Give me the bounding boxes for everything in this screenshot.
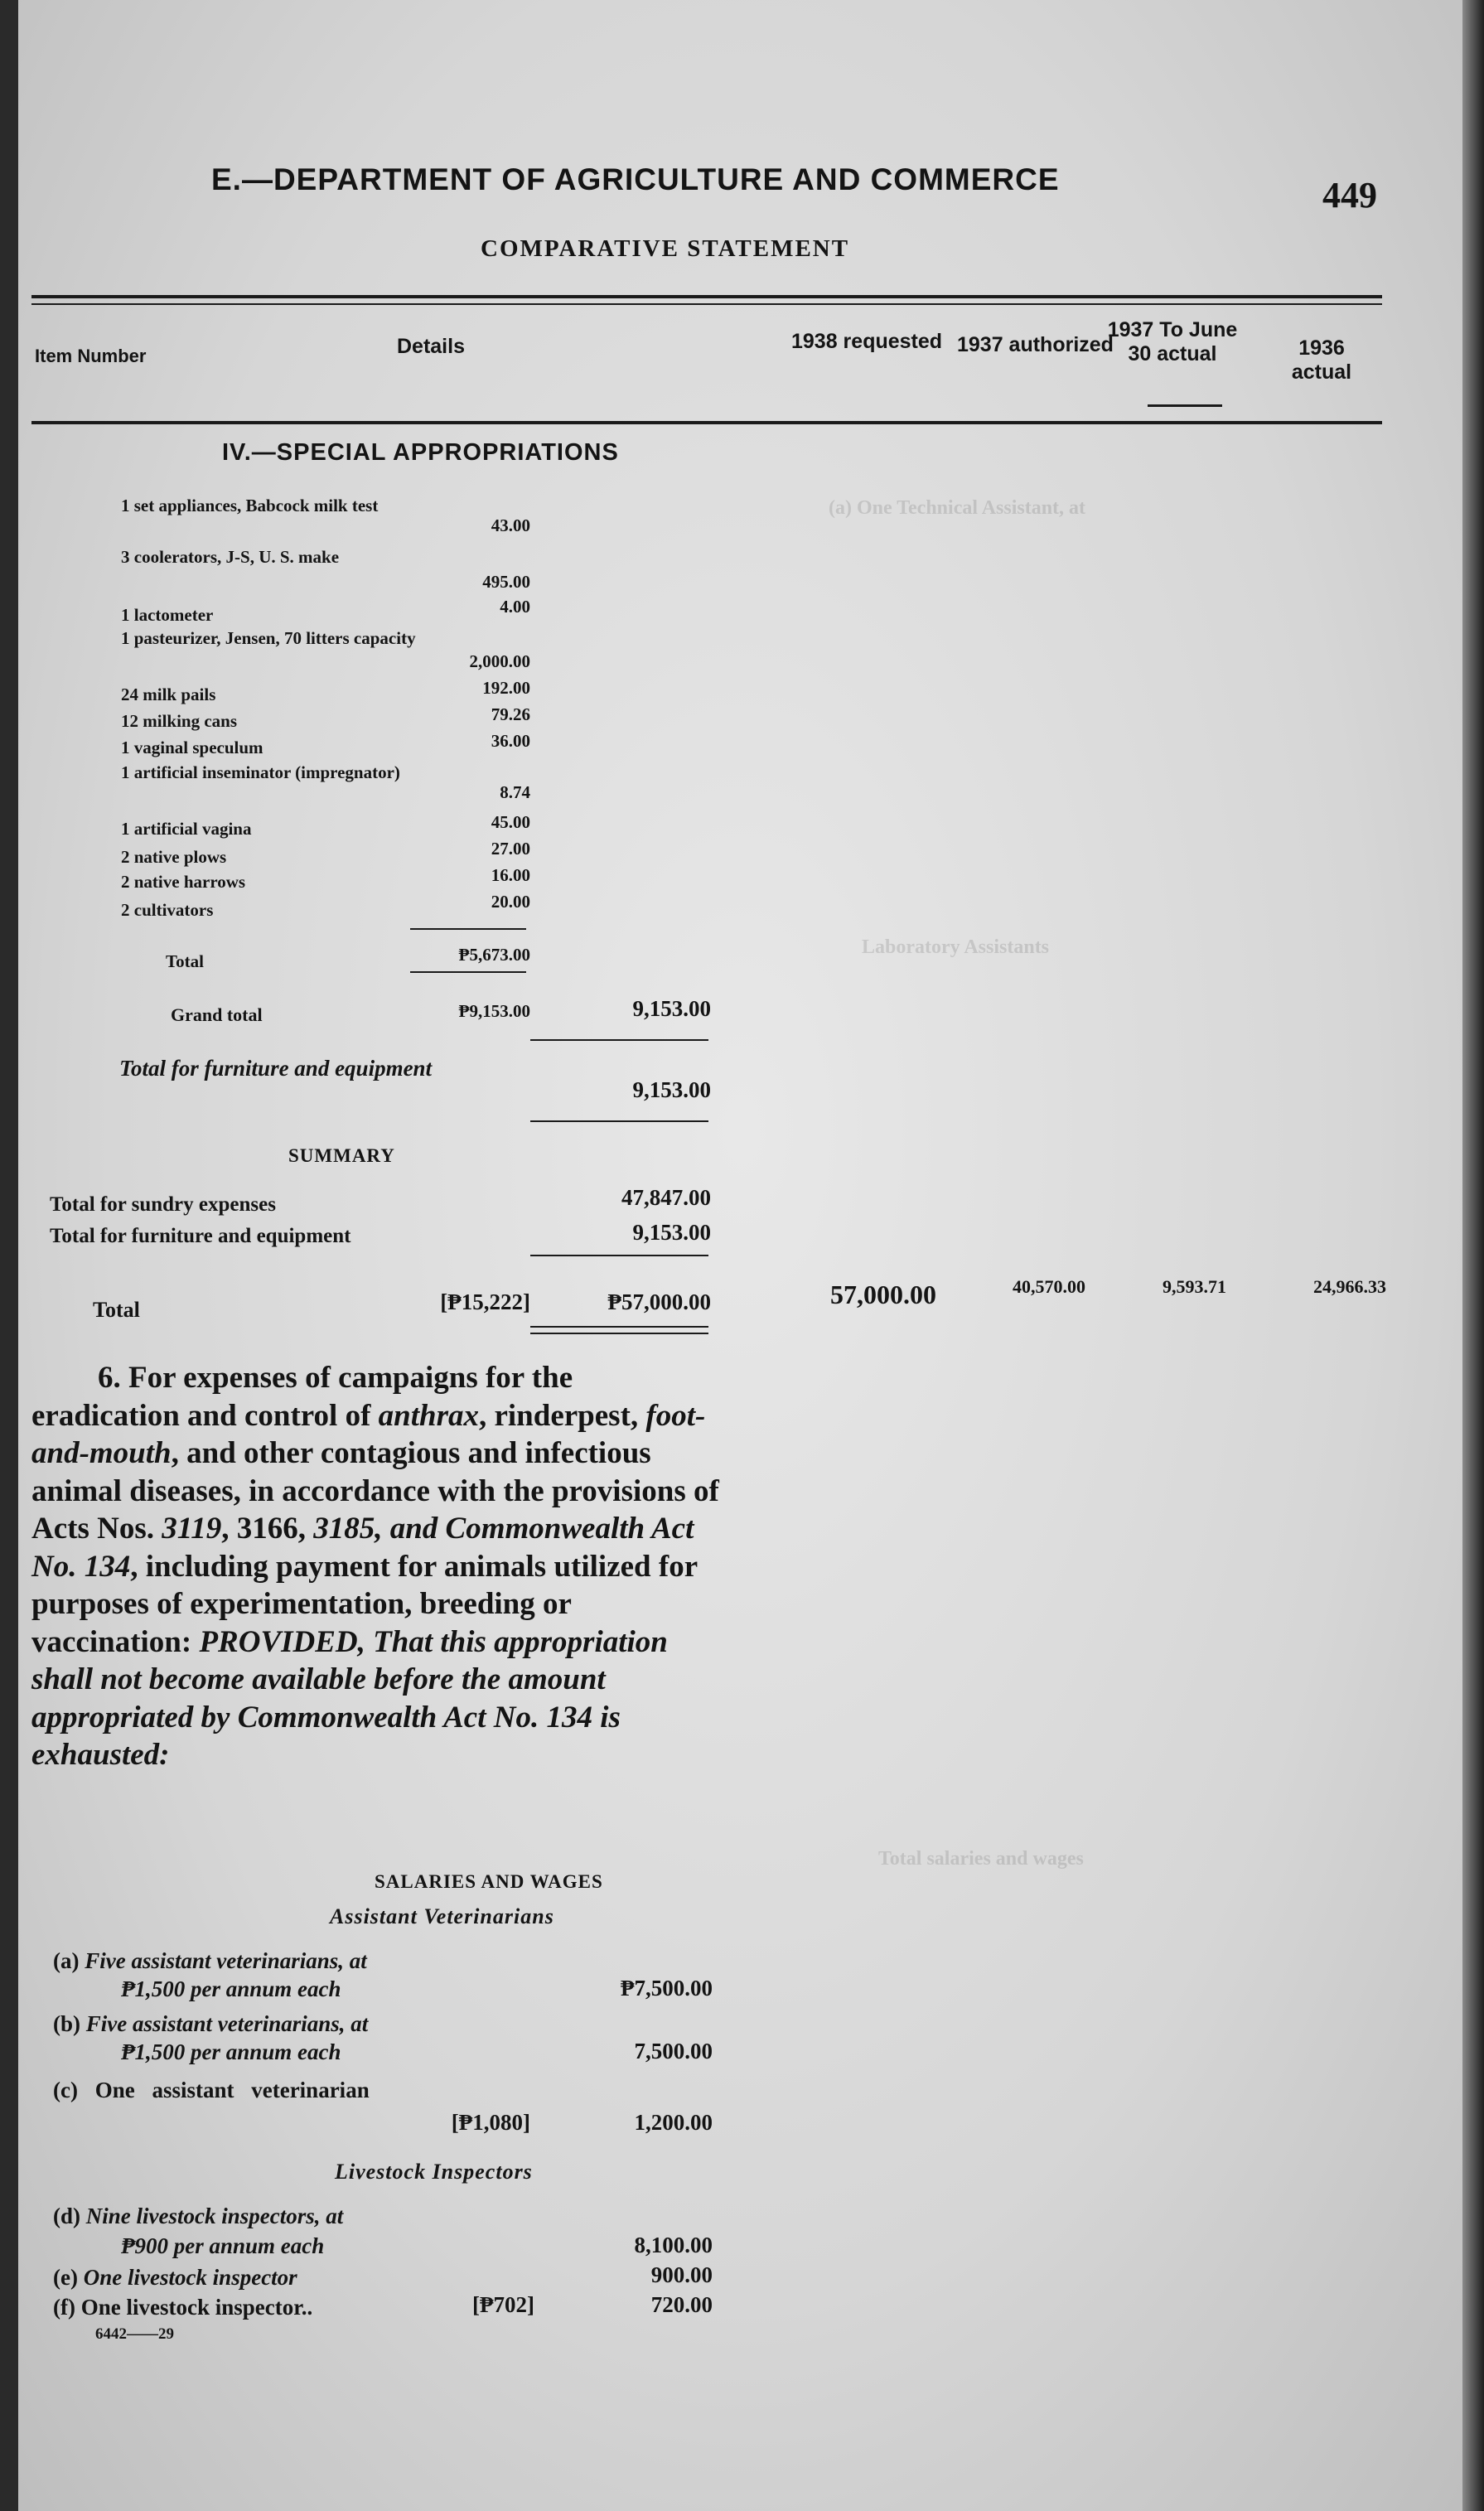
- col-underline: [1148, 404, 1222, 407]
- paragraph-text: , 3166,: [221, 1512, 314, 1546]
- paragraph-text: , and other contagious and infectious animal diseases, in accordance with the provisions of Acts Nos.: [31, 1436, 719, 1546]
- equipment-amount: 79.26: [491, 704, 530, 724]
- equipment-item: 24 milk pails: [121, 685, 216, 704]
- furniture-total-amount: 9,153.00: [632, 1077, 711, 1102]
- salary-bracket: [₱702]: [472, 2292, 534, 2317]
- equipment-item: 1 set appliances, Babcock milk test: [121, 496, 379, 515]
- summary-heading: SUMMARY: [288, 1145, 395, 1166]
- salary-item-f: [53, 2294, 312, 2320]
- salary-item-d-line2: [121, 2233, 324, 2259]
- scan-edge-right: [1462, 0, 1484, 2511]
- equipment-item: 1 pasteurizer, Jensen, 70 litters capacity: [121, 628, 416, 648]
- department-title: E.—DEPARTMENT OF AGRICULTURE AND COMMERCE: [211, 162, 1060, 196]
- equipment-item: 12 milking cans: [121, 711, 238, 731]
- equipment-amount: 27.00: [491, 839, 530, 859]
- salary-item-a-line2: [121, 1976, 341, 2002]
- summary-furniture-label: Total for furniture and equipment: [50, 1225, 351, 1247]
- item-text: Nine livestock inspectors, at: [85, 2204, 344, 2228]
- paragraph-text: , including payment for animals utilized for purposes of experimentation, breeding or vaccination:: [31, 1549, 698, 1659]
- col-1936-actual: 1936 actual: [1291, 336, 1352, 384]
- equipment-amount: 4.00: [500, 597, 530, 617]
- column-rule: [530, 1039, 708, 1041]
- item-text: One livestock inspector..: [80, 2295, 313, 2320]
- col-1937-actual: 1937 To June 30 actual: [1107, 318, 1238, 365]
- header-rule-top-thin: [31, 303, 1382, 305]
- assistant-veterinarians-heading: Assistant Veterinarians: [330, 1904, 554, 1928]
- subtotal-rule: [410, 928, 526, 930]
- salary-item-e: [53, 2264, 297, 2291]
- equipment-item: 2 native plows: [121, 847, 227, 867]
- equipment-amount: 36.00: [491, 731, 530, 751]
- salary-item-c: [53, 2077, 370, 2103]
- salary-amount: 7,500.00: [634, 2039, 713, 2063]
- salary-amount: 900.00: [650, 2262, 713, 2287]
- total-1936-actual: 24,966.33: [1313, 1276, 1386, 1297]
- item-key: (a): [53, 1948, 80, 1973]
- salary-amount: ₱7,500.00: [621, 1976, 713, 2001]
- paragraph-text: , rinderpest,: [478, 1398, 646, 1433]
- bleed-through: Laboratory Assistants: [862, 936, 1050, 958]
- equipment-amount: 20.00: [491, 892, 530, 912]
- equipment-item: 2 native harrows: [121, 872, 246, 892]
- section-title: IV.—SPECIAL APPROPRIATIONS: [222, 439, 619, 466]
- paragraph-text: 3185, and Commonwealth Act No. 134: [31, 1512, 694, 1584]
- equipment-item: 1 lactometer: [121, 605, 214, 625]
- page-number: 449: [1322, 175, 1377, 215]
- column-rule: [530, 1255, 708, 1256]
- total-1937-actual: 9,593.71: [1163, 1276, 1226, 1297]
- salary-amount: 1,200.00: [634, 2110, 713, 2135]
- item-text: Five assistant veterinarians, at: [85, 2011, 369, 2036]
- item-text: Five assistant veterinarians, at: [85, 1948, 367, 1973]
- grand-total-column: 9,153.00: [632, 996, 711, 1021]
- salary-amount: 8,100.00: [634, 2233, 713, 2257]
- equipment-amount: 192.00: [482, 678, 530, 698]
- grand-total-amount: ₱9,153.00: [458, 1001, 530, 1021]
- livestock-inspectors-heading: Livestock Inspectors: [335, 2160, 533, 2184]
- item-key: (c): [53, 2078, 78, 2102]
- header-rule-top: [31, 295, 1382, 298]
- col-1938-requested: 1938 requested: [791, 330, 943, 353]
- salary-item-a: [53, 1947, 367, 1974]
- total-1938-requested: 57,000.00: [830, 1280, 936, 1309]
- salary-amount: 720.00: [650, 2292, 713, 2317]
- item-text: ₱1,500 per annum each: [121, 2039, 341, 2064]
- item-text: ₱900 per annum each: [121, 2233, 325, 2258]
- paragraph-text: 3119: [162, 1512, 222, 1546]
- item-text: ₱1,500 per annum each: [121, 1976, 341, 2001]
- equipment-amount: 8.74: [500, 782, 530, 802]
- header-rule-bottom: [31, 421, 1382, 424]
- item-key: (e): [53, 2265, 78, 2290]
- item-key: (f): [53, 2295, 75, 2320]
- paragraph-text: foot-and-mouth: [31, 1398, 706, 1470]
- statement-title: COMPARATIVE STATEMENT: [481, 235, 850, 262]
- salary-bracket: [₱1,080]: [451, 2110, 530, 2135]
- item-key: (b): [53, 2011, 80, 2036]
- appropriation-paragraph: [31, 1359, 719, 1774]
- equipment-item: 1 artificial vagina: [121, 819, 252, 839]
- column-rule: [530, 1120, 708, 1122]
- equipment-item: 2 cultivators: [121, 900, 214, 920]
- summary-total-amount: ₱57,000.00: [607, 1289, 711, 1314]
- summary-sundry-label: Total for sundry expenses: [50, 1193, 276, 1216]
- equipment-item: 3 coolerators, J-S, U. S. make: [121, 547, 340, 567]
- bleed-through: Total salaries and wages: [878, 1848, 1084, 1870]
- summary-total-label: Total: [93, 1298, 140, 1322]
- equipment-amount: 16.00: [491, 865, 530, 885]
- equipment-amount: 2,000.00: [469, 651, 530, 671]
- equipment-amount: 43.00: [491, 515, 530, 535]
- salary-item-b: [53, 2010, 368, 2037]
- item-text: One assistant veterinarian: [94, 2078, 370, 2102]
- equipment-amount: 495.00: [482, 572, 530, 592]
- furniture-total-label: Total for furniture and equipment: [119, 1056, 433, 1081]
- paragraph-text: anthrax: [378, 1398, 479, 1433]
- salary-item-d: [53, 2203, 343, 2229]
- item-text: One livestock inspector: [83, 2265, 297, 2290]
- salaries-heading: SALARIES AND WAGES: [375, 1871, 603, 1892]
- equipment-item: 1 vaginal speculum: [121, 738, 263, 757]
- grand-total-label: Grand total: [171, 1004, 263, 1025]
- column-rule-double: [530, 1333, 708, 1334]
- print-code-footer: 6442——29: [95, 2325, 174, 2343]
- col-details: Details: [397, 335, 465, 358]
- summary-total-bracket: [₱15,222]: [440, 1289, 530, 1314]
- summary-sundry-amount: 47,847.00: [621, 1185, 711, 1210]
- item-key: (d): [53, 2204, 80, 2228]
- equipment-item: 1 artificial inseminator (impregnator): [121, 762, 400, 782]
- equipment-amount: 45.00: [491, 812, 530, 832]
- paragraph-proviso: PROVIDED, That this appropriation shall not become available before the amount appropriated by Commonwealth Act No. 134 is exhausted:: [31, 1624, 668, 1772]
- scan-edge-left: [0, 0, 18, 2511]
- salary-item-b-line2: [121, 2039, 341, 2065]
- equipment-total-amount: ₱5,673.00: [458, 945, 530, 965]
- bleed-through: (a) One Technical Assistant, at: [829, 497, 1086, 519]
- column-rule-double: [530, 1326, 708, 1328]
- col-1937-authorized: 1937 authorized: [957, 333, 1114, 356]
- subtotal-rule: [410, 971, 526, 973]
- equipment-total-label: Total: [166, 951, 204, 971]
- paragraph-text: 6. For expenses of campaigns for the eradication and control of: [31, 1361, 573, 1433]
- total-1937-authorized: 40,570.00: [1013, 1276, 1085, 1297]
- summary-furniture-amount: 9,153.00: [632, 1220, 711, 1245]
- col-item-number: Item Number: [35, 346, 147, 366]
